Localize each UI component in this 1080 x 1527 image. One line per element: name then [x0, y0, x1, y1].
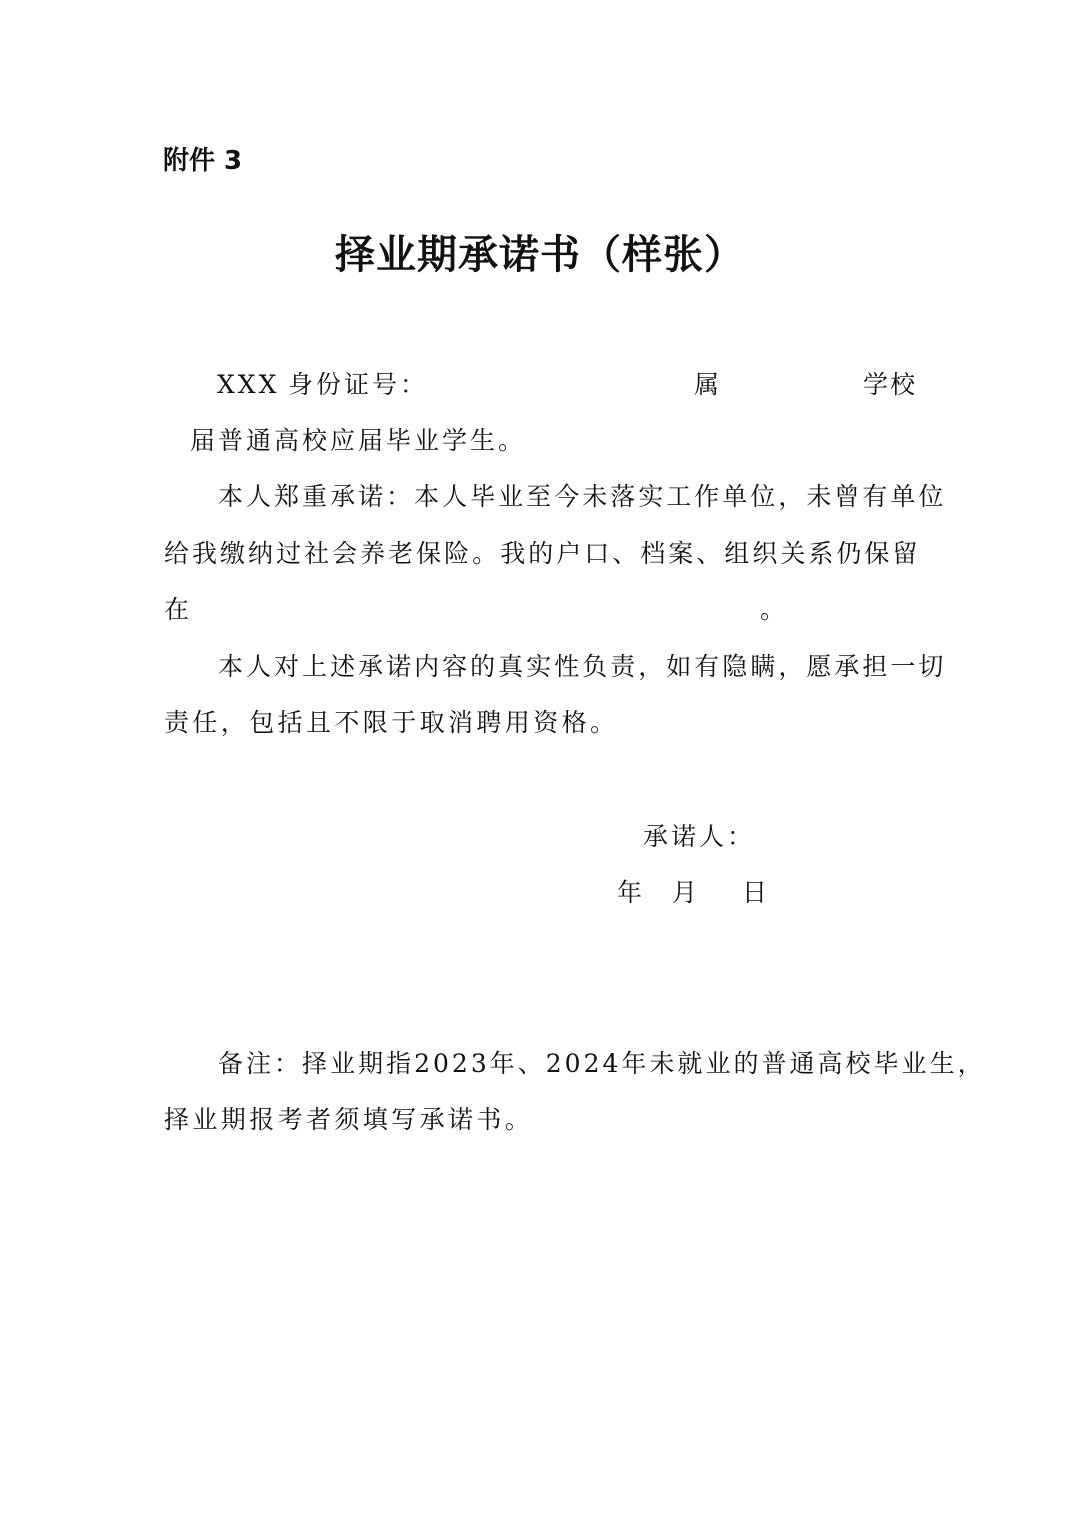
text-glyph: 单: [890, 482, 919, 511]
text-glyph: 保: [864, 539, 893, 568]
text-glyph: 诺: [386, 652, 415, 681]
text-glyph: 未: [582, 482, 611, 511]
text-glyph: 备: [218, 1049, 247, 1078]
text-glyph: 保: [416, 539, 445, 568]
text-glyph: 缴: [220, 539, 249, 568]
text-glyph: 就: [677, 1049, 706, 1078]
text-glyph: 曾: [834, 482, 863, 511]
text-glyph: ，: [957, 1049, 986, 1078]
text-glyph: ，: [638, 652, 667, 681]
text-glyph: 注: [246, 1049, 275, 1078]
text-glyph: 养: [360, 539, 389, 568]
text-glyph: 高: [817, 1049, 846, 1078]
attachment-label: 附件 3: [163, 146, 243, 176]
text-glyph: 承: [330, 482, 359, 511]
text-glyph: 工: [666, 482, 695, 511]
text-glyph: 口: [584, 539, 613, 568]
text-glyph: 生: [929, 1049, 958, 1078]
signature-month: 月: [672, 878, 701, 907]
text-glyph: 重: [302, 482, 331, 511]
text-glyph: 年: [489, 1049, 518, 1078]
text-glyph: 纳: [248, 539, 277, 568]
text-glyph: 郑: [274, 482, 303, 511]
text-glyph: 2023: [414, 1049, 490, 1078]
intro-id-label: 身份证号：: [288, 370, 429, 399]
text-glyph: 内: [414, 652, 443, 681]
paragraph2-line1: [218, 650, 947, 684]
text-glyph: 过: [276, 539, 305, 568]
text-glyph: 对: [274, 652, 303, 681]
text-glyph: 案: [668, 539, 697, 568]
text-glyph: 险: [444, 539, 473, 568]
text-glyph: 会: [332, 539, 361, 568]
text-glyph: ：: [386, 482, 415, 511]
text-glyph: 隐: [722, 652, 751, 681]
text-glyph: 负: [582, 652, 611, 681]
text-glyph: 通: [789, 1049, 818, 1078]
text-glyph: 愿: [806, 652, 835, 681]
text-glyph: 实: [526, 652, 555, 681]
text-glyph: 人: [246, 482, 275, 511]
text-glyph: 年: [621, 1049, 650, 1078]
text-glyph: 毕: [470, 482, 499, 511]
text-glyph: 业: [901, 1049, 930, 1078]
signature-label: 承诺人：: [643, 822, 756, 851]
text-glyph: 至: [526, 482, 555, 511]
text-glyph: 责: [610, 652, 639, 681]
text-glyph: 、: [517, 1049, 546, 1078]
text-glyph: 诺: [358, 482, 387, 511]
signature-day: 日: [742, 878, 771, 907]
text-glyph: 述: [330, 652, 359, 681]
paragraph1-line1: [218, 480, 947, 514]
intro-school: 学校: [863, 370, 918, 399]
text-glyph: 织: [752, 539, 781, 568]
text-glyph: 2024: [545, 1049, 622, 1078]
text-glyph: 位: [918, 482, 947, 511]
text-glyph: 校: [845, 1049, 874, 1078]
text-glyph: 组: [724, 539, 753, 568]
text-glyph: ：: [274, 1049, 303, 1078]
intro-name: XXX: [217, 370, 280, 399]
text-glyph: 系: [808, 539, 837, 568]
text-glyph: 业: [330, 1049, 359, 1078]
text-glyph: 的: [733, 1049, 762, 1078]
note-line1: [218, 1047, 986, 1081]
text-glyph: 户: [556, 539, 585, 568]
text-glyph: 留: [892, 539, 921, 568]
text-glyph: 作: [694, 482, 723, 511]
text-glyph: 档: [640, 539, 669, 568]
text-glyph: 业: [705, 1049, 734, 1078]
text-glyph: 本: [414, 482, 443, 511]
text-glyph: 社: [304, 539, 333, 568]
text-glyph: 真: [498, 652, 527, 681]
text-glyph: 如: [666, 652, 695, 681]
text-glyph: 本: [218, 482, 247, 511]
text-glyph: 关: [780, 539, 809, 568]
text-glyph: 本: [218, 652, 247, 681]
text-glyph: 有: [694, 652, 723, 681]
text-glyph: 实: [638, 482, 667, 511]
text-glyph: 承: [358, 652, 387, 681]
text-glyph: ，: [778, 482, 807, 511]
signature-year: 年: [617, 878, 646, 907]
text-glyph: 的: [528, 539, 557, 568]
paragraph2-line2: 责任，包括且不限于取消聘用资格。: [164, 708, 619, 737]
note-line2: 择业期报考者须填写承诺书。: [164, 1105, 534, 1134]
text-glyph: 担: [862, 652, 891, 681]
text-glyph: 。: [472, 539, 501, 568]
text-glyph: 切: [918, 652, 947, 681]
text-glyph: 我: [192, 539, 221, 568]
intro-line2: 届普通高校应届毕业学生。: [190, 426, 527, 455]
text-glyph: 我: [500, 539, 529, 568]
text-glyph: 业: [498, 482, 527, 511]
text-glyph: 上: [302, 652, 331, 681]
text-glyph: 未: [806, 482, 835, 511]
text-glyph: 一: [890, 652, 919, 681]
text-glyph: 承: [834, 652, 863, 681]
text-glyph: 性: [554, 652, 583, 681]
text-glyph: 、: [612, 539, 641, 568]
text-glyph: 毕: [873, 1049, 902, 1078]
text-glyph: 仍: [836, 539, 865, 568]
paragraph1-line3-start: 在: [164, 595, 193, 624]
text-glyph: 单: [722, 482, 751, 511]
text-glyph: 落: [610, 482, 639, 511]
text-glyph: 未: [649, 1049, 678, 1078]
text-glyph: 期: [358, 1049, 387, 1078]
text-glyph: 容: [442, 652, 471, 681]
paragraph1-line2: [164, 537, 921, 571]
text-glyph: 、: [696, 539, 725, 568]
text-glyph: 择: [302, 1049, 331, 1078]
text-glyph: 人: [246, 652, 275, 681]
text-glyph: 老: [388, 539, 417, 568]
intro-belongs: 属: [694, 370, 723, 399]
text-glyph: 人: [442, 482, 471, 511]
document-title: 择业期承诺书（样张）: [335, 232, 745, 278]
text-glyph: 普: [761, 1049, 790, 1078]
paragraph1-line3-end: 。: [760, 595, 789, 624]
text-glyph: 今: [554, 482, 583, 511]
text-glyph: 位: [750, 482, 779, 511]
text-glyph: 的: [470, 652, 499, 681]
text-glyph: 给: [164, 539, 193, 568]
text-glyph: 指: [386, 1049, 415, 1078]
text-glyph: ，: [778, 652, 807, 681]
text-glyph: 瞒: [750, 652, 779, 681]
text-glyph: 有: [862, 482, 891, 511]
